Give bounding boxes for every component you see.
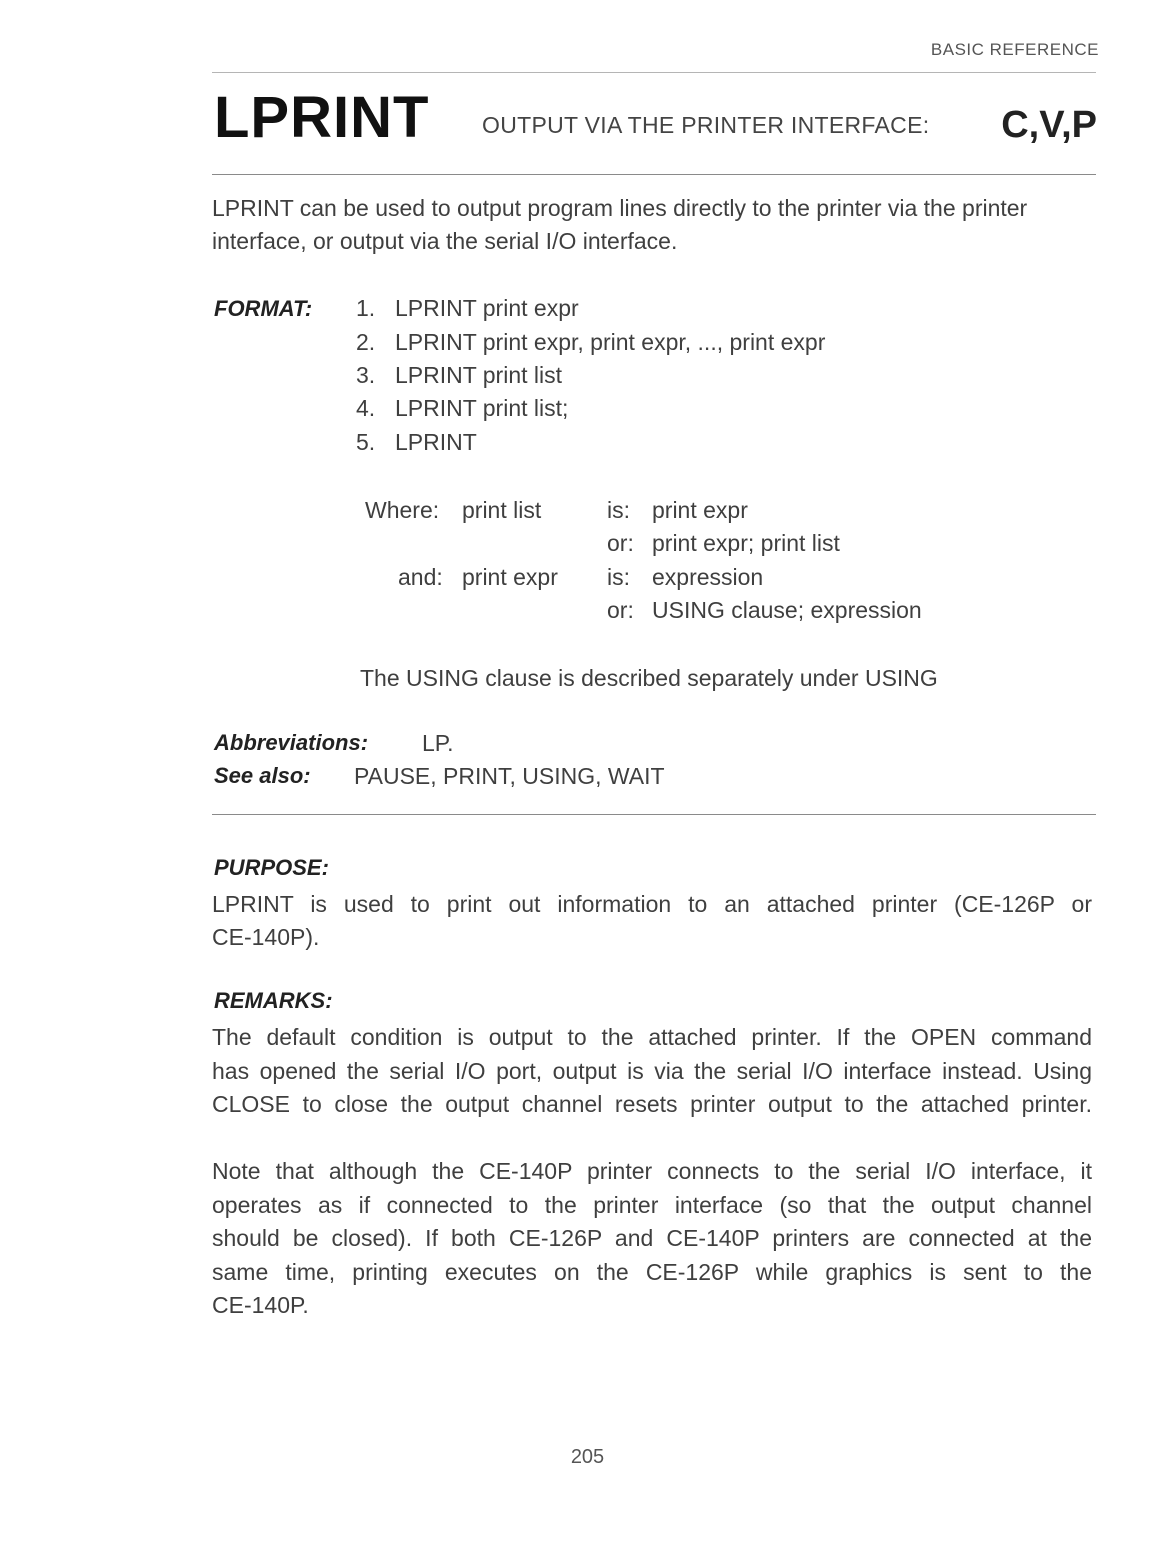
format-item-num: 4.	[356, 395, 376, 421]
format-item-num: 1.	[356, 295, 376, 321]
abbreviations-value: LP.	[422, 730, 454, 756]
remarks-line: same time, printing executes on the CE-126P while graphics is sent to the	[212, 1259, 1092, 1285]
where-term: print list	[462, 497, 542, 523]
format-item-num: 3.	[356, 362, 376, 388]
format-item-text: LPRINT print expr, print expr, ..., print expr	[395, 329, 826, 355]
purpose-label: PURPOSE:	[214, 855, 329, 880]
where-def: expression	[652, 564, 764, 590]
format-item-text: LPRINT print list	[395, 362, 563, 388]
purpose-line: CE-140P).	[212, 924, 320, 950]
where-lead: Where:	[365, 497, 440, 523]
page-title: LPRINT	[214, 85, 430, 150]
abbreviations-label: Abbreviations:	[214, 730, 369, 755]
remarks-line: Note that although the CE-140P printer connects to the serial I/O interface, it	[212, 1158, 1092, 1184]
format-label: FORMAT:	[214, 296, 313, 321]
purpose-line: LPRINT is used to print out information to an attached printer (CE-126P or	[212, 891, 1092, 917]
format-item-num: 5.	[356, 429, 376, 455]
where-def: USING clause; expression	[652, 597, 922, 623]
where-lead: and:	[398, 564, 443, 590]
where-def: print expr; print list	[652, 530, 840, 556]
section-rule	[212, 814, 1096, 815]
where-rel: or:	[607, 530, 634, 556]
format-item-num: 2.	[356, 329, 376, 355]
remarks-line: The default condition is output to the attached printer. If the OPEN command	[212, 1024, 1092, 1050]
remarks-label: REMARKS:	[214, 988, 333, 1013]
see-also-label: See also:	[214, 763, 311, 788]
intro-text: LPRINT can be used to output program lines directly to the printer via the printer interface, or output via the serial I/O interface.	[212, 195, 1028, 254]
running-head: BASIC REFERENCE	[930, 40, 1099, 59]
where-rel: or:	[607, 597, 634, 623]
where-term: print expr	[462, 564, 558, 590]
remarks-line: has opened the serial I/O port, output is via the serial I/O interface instead. Using	[212, 1058, 1092, 1084]
remarks-line: should be closed). If both CE-126P and CE-140P printers are connected at the	[212, 1225, 1092, 1251]
remarks-line: CE-140P.	[212, 1292, 309, 1318]
mode-indicator: C,V,P	[1001, 104, 1097, 146]
remarks-line: operates as if connected to the printer interface (so that the output channel	[212, 1192, 1092, 1218]
title-rule	[212, 174, 1096, 175]
where-rel: is:	[607, 497, 630, 523]
using-note: The USING clause is described separately under USING	[360, 665, 938, 691]
header-rule	[212, 72, 1096, 73]
page-subtitle: OUTPUT VIA THE PRINTER INTERFACE:	[482, 112, 930, 138]
format-item-text: LPRINT print expr	[395, 295, 579, 321]
see-also-value: PAUSE, PRINT, USING, WAIT	[354, 763, 665, 789]
page-number: 205	[570, 1446, 605, 1468]
where-def: print expr	[652, 497, 748, 523]
format-item-text: LPRINT	[395, 429, 477, 455]
where-rel: is:	[607, 564, 630, 590]
remarks-line: CLOSE to close the output channel resets printer output to the attached printer.	[212, 1091, 1092, 1117]
format-item-text: LPRINT print list;	[395, 395, 569, 421]
